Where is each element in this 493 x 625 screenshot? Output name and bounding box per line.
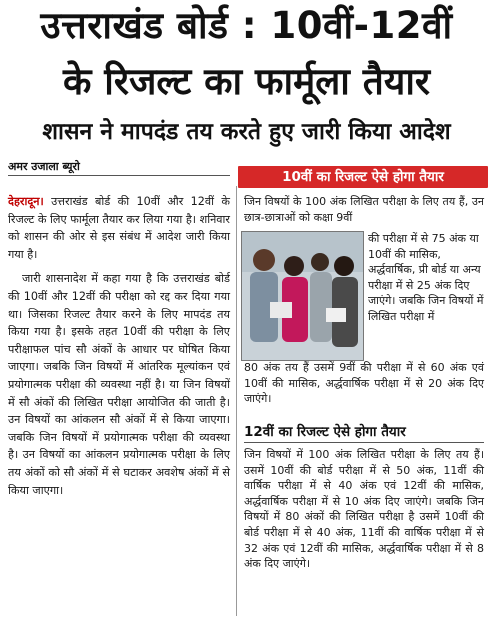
sidebar-heading-12th: 12वीं का रिजल्ट ऐसे होगा तैयार [244, 424, 406, 440]
students-illustration [242, 232, 363, 360]
headline-line-1: उत्तराखंड बोर्ड : 10वीं-12वीं [40, 4, 453, 47]
subheadline: शासन ने मापदंड तय करते हुए जारी किया आदेश [42, 119, 451, 145]
sidebar-text-10th-bottom: 80 अंक तय हैं उसमें 9वीं की परीक्षा में से 60 अंक एवं 10वीं की मासिक, अर्द्धवार्षिक परीक्षा में से 20 अंक दिए जाएंगे। [244, 361, 484, 406]
byline: अमर उजाला ब्यूरो [8, 160, 80, 173]
sidebar-text-12th: जिन विषयों में 100 अंक लिखित परीक्षा के लिए तय हैं। उसमें 10वीं की बोर्ड परीक्षा में से 50 अंक, 11वीं की वार्षिक परीक्षा में से 40 अंक एवं 12वीं की मासिक, अर्द्धवार्षिक परीक्षा में से 10 अंक दिए जाएंगे। जबकि जिन विषयों में 80 अंकों की लिखित परीक्षा है उसमें 10वीं की बोर्ड परीक्षा में से 40 अंक, 11वीं की वार्षिक परीक्षा में से 32 अंक एवं 12वीं की मासिक, अर्द्धवार्षिक परीक्षा में से 8 अंक दिए जाएंगे। [244, 448, 484, 571]
paragraph-1-text: उत्तराखंड बोर्ड की 10वीं और 12वीं के रिजल्ट के लिए फार्मूला तैयार कर लिया गया है। शनिवार को शासन की ओर से इस संबंध में आदेश जारी किया गया है। [8, 195, 230, 261]
students-photo [241, 231, 364, 361]
headline-line-2: के रिजल्ट का फार्मूला तैयार [62, 60, 431, 103]
sidebar-text-10th-top: जिन विषयों के 100 अंक लिखित परीक्षा के लिए तय हैं, उन छात्र-छात्राओं को कक्षा 9वीं [244, 195, 484, 224]
dateline: देहरादून। [8, 195, 44, 208]
article-paragraph-2: जारी शासनादेश में कहा गया है कि उत्तराखंड बोर्ड की 10वीं और 12वीं की परीक्षा को रद्द कर दिया गया था। जिसका रिजल्ट तैयार करने के लिए मापदंड तय किया गया है। इसके तहत 10वीं की परीक्षा के लिए परीक्षाफल पांच सौ अंकों के आधार पर घोषित किया जाएगा। जबकि जिन विषयों में आंतरिक मूल्यांकन एवं प्रयोगात्मक परीक्षा की व्यवस्था नहीं है। या जिन विषयों में सौ अंकों की लिखित परीक्षा आयोजित की जाती है। उन विषयों का आंकलन सौ अंकों में से किया जाएगा। जबकि जिन विषयों में प्रयोगात्मक परीक्षा की व्यवस्था है। उन विषयों का आंकलन प्रयोगात्मक परीक्षा के लिए तय अंकों को सौ अंकों में से घटाकर अवशेष अंकों में से किया जाएगा। [8, 272, 230, 497]
column-divider [236, 186, 237, 616]
main-article-column [8, 193, 230, 499]
sidebar-banner-10th: 10वीं का रिजल्ट ऐसे होगा तैयार [238, 166, 488, 188]
sidebar-heading-divider [244, 442, 484, 443]
byline-divider [8, 175, 230, 176]
sidebar-text-10th-side: की परीक्षा में से 75 अंक या 10वीं की मासिक, अर्द्धवार्षिक, प्री बोर्ड या अन्य परीक्षा में से 25 अंक दिए जाएंगे। जबकि जिन विषयों में लिखित परीक्षा में [368, 232, 484, 323]
article-paragraph-1 [8, 193, 230, 263]
